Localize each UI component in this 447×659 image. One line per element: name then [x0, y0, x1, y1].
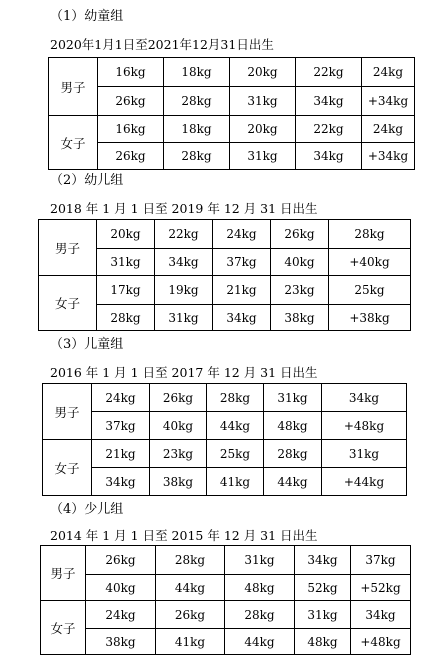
table-row — [43, 440, 407, 468]
gender-label: 男子 — [49, 58, 98, 116]
weight-cell: 18kg — [164, 116, 230, 143]
weight-cell: 24kg — [362, 58, 415, 87]
weight-cell: 20kg — [230, 116, 296, 143]
section-dates: 2020年1月1日至2021年12月31日出生 — [50, 37, 274, 52]
weight-cell: 28kg — [329, 220, 411, 249]
weight-cell: 25kg — [207, 440, 264, 468]
weight-cell: 37kg — [92, 412, 150, 440]
weight-cell: 28kg — [207, 384, 264, 412]
section-dates: 2014 年 1 月 1 日至 2015 年 12 月 31 日出生 — [50, 528, 318, 543]
gender-label: 女子 — [39, 276, 97, 331]
table-row — [41, 601, 411, 629]
weight-cell: 16kg — [98, 116, 164, 143]
weight-cell: 21kg — [92, 440, 150, 468]
weight-cell: 34kg — [296, 143, 362, 170]
weight-cell: 26kg — [86, 546, 156, 575]
gender-label: 男子 — [43, 384, 92, 440]
weight-cell: 48kg — [225, 575, 295, 601]
weight-cell: 48kg — [295, 629, 351, 655]
weight-cell: 24kg — [362, 116, 415, 143]
weight-cell: 18kg — [164, 58, 230, 87]
section-dates: 2018 年 1 月 1 日至 2019 年 12 月 31 日出生 — [50, 201, 318, 216]
weight-cell: 41kg — [156, 629, 225, 655]
weight-cell: 38kg — [150, 468, 207, 496]
weight-cell: 25kg — [329, 276, 411, 305]
table-row — [49, 87, 415, 116]
weight-cell: 52kg — [295, 575, 351, 601]
weight-cell: 34kg — [92, 468, 150, 496]
table-row — [39, 220, 411, 249]
table-row — [41, 546, 411, 575]
weight-cell: 38kg — [271, 305, 329, 331]
weight-cell: +48kg — [351, 629, 411, 655]
table-row — [41, 629, 411, 655]
weight-cell: 26kg — [98, 143, 164, 170]
weight-cell: 31kg — [155, 305, 213, 331]
weight-cell: 28kg — [225, 601, 295, 629]
section-title: （3）儿童组 — [50, 337, 124, 352]
weight-cell: 28kg — [164, 87, 230, 116]
table-row — [49, 58, 415, 87]
weight-cell: 26kg — [271, 220, 329, 249]
weight-cell: 38kg — [86, 629, 156, 655]
weight-cell: 24kg — [213, 220, 271, 249]
weight-cell: 23kg — [271, 276, 329, 305]
gender-label: 男子 — [41, 546, 86, 601]
weight-cell: 26kg — [98, 87, 164, 116]
section-title: （1）幼童组 — [50, 9, 124, 24]
weight-cell: 34kg — [296, 87, 362, 116]
weight-cell: 41kg — [207, 468, 264, 496]
weight-cell: 34kg — [213, 305, 271, 331]
weight-cell: 23kg — [150, 440, 207, 468]
weight-cell: 34kg — [155, 249, 213, 276]
weight-cell: 22kg — [296, 116, 362, 143]
table-row — [49, 143, 415, 170]
weight-cell: 44kg — [207, 412, 264, 440]
weight-cell: +34kg — [362, 87, 415, 116]
table-row — [41, 575, 411, 601]
weight-cell: 31kg — [97, 249, 155, 276]
weight-cell: 31kg — [225, 546, 295, 575]
gender-label: 女子 — [43, 440, 92, 496]
table-row — [43, 384, 407, 412]
weight-cell: 31kg — [295, 601, 351, 629]
weight-cell: 22kg — [296, 58, 362, 87]
weight-cell: 24kg — [92, 384, 150, 412]
weight-cell: 48kg — [264, 412, 322, 440]
weight-cell: +38kg — [329, 305, 411, 331]
weight-cell: 40kg — [150, 412, 207, 440]
gender-label: 女子 — [49, 116, 98, 170]
gender-label: 女子 — [41, 601, 86, 655]
weight-table — [38, 219, 411, 331]
weight-cell: 31kg — [322, 440, 407, 468]
weight-cell: 31kg — [230, 87, 296, 116]
weight-cell: 26kg — [150, 384, 207, 412]
weight-cell: 37kg — [213, 249, 271, 276]
weight-table — [42, 383, 407, 496]
table-row — [49, 116, 415, 143]
weight-cell: 40kg — [271, 249, 329, 276]
weight-cell: 28kg — [156, 546, 225, 575]
weight-cell: 16kg — [98, 58, 164, 87]
weight-table — [48, 57, 415, 170]
weight-cell: 40kg — [86, 575, 156, 601]
weight-cell: +34kg — [362, 143, 415, 170]
weight-cell: 28kg — [264, 440, 322, 468]
weight-cell: 20kg — [97, 220, 155, 249]
weight-cell: +48kg — [322, 412, 407, 440]
weight-cell: 22kg — [155, 220, 213, 249]
weight-cell: 44kg — [264, 468, 322, 496]
table-row — [43, 412, 407, 440]
weight-cell: +40kg — [329, 249, 411, 276]
section-title: （2）幼儿组 — [50, 173, 124, 188]
weight-cell: 20kg — [230, 58, 296, 87]
weight-cell: 24kg — [86, 601, 156, 629]
weight-cell: 37kg — [351, 546, 411, 575]
table-row — [43, 468, 407, 496]
weight-cell: +52kg — [351, 575, 411, 601]
weight-cell: 26kg — [156, 601, 225, 629]
weight-cell: 44kg — [225, 629, 295, 655]
section-title: （4）少儿组 — [50, 502, 124, 517]
weight-cell: 28kg — [97, 305, 155, 331]
weight-cell: 28kg — [164, 143, 230, 170]
weight-cell: 34kg — [295, 546, 351, 575]
weight-cell: 19kg — [155, 276, 213, 305]
gender-label: 男子 — [39, 220, 97, 276]
weight-cell: 31kg — [230, 143, 296, 170]
weight-cell: +44kg — [322, 468, 407, 496]
weight-cell: 31kg — [264, 384, 322, 412]
weight-cell: 21kg — [213, 276, 271, 305]
weight-cell: 44kg — [156, 575, 225, 601]
section-dates: 2016 年 1 月 1 日至 2017 年 12 月 31 日出生 — [50, 365, 318, 380]
weight-table — [40, 545, 411, 655]
weight-cell: 34kg — [351, 601, 411, 629]
weight-cell: 17kg — [97, 276, 155, 305]
weight-cell: 34kg — [322, 384, 407, 412]
table-row — [39, 276, 411, 305]
